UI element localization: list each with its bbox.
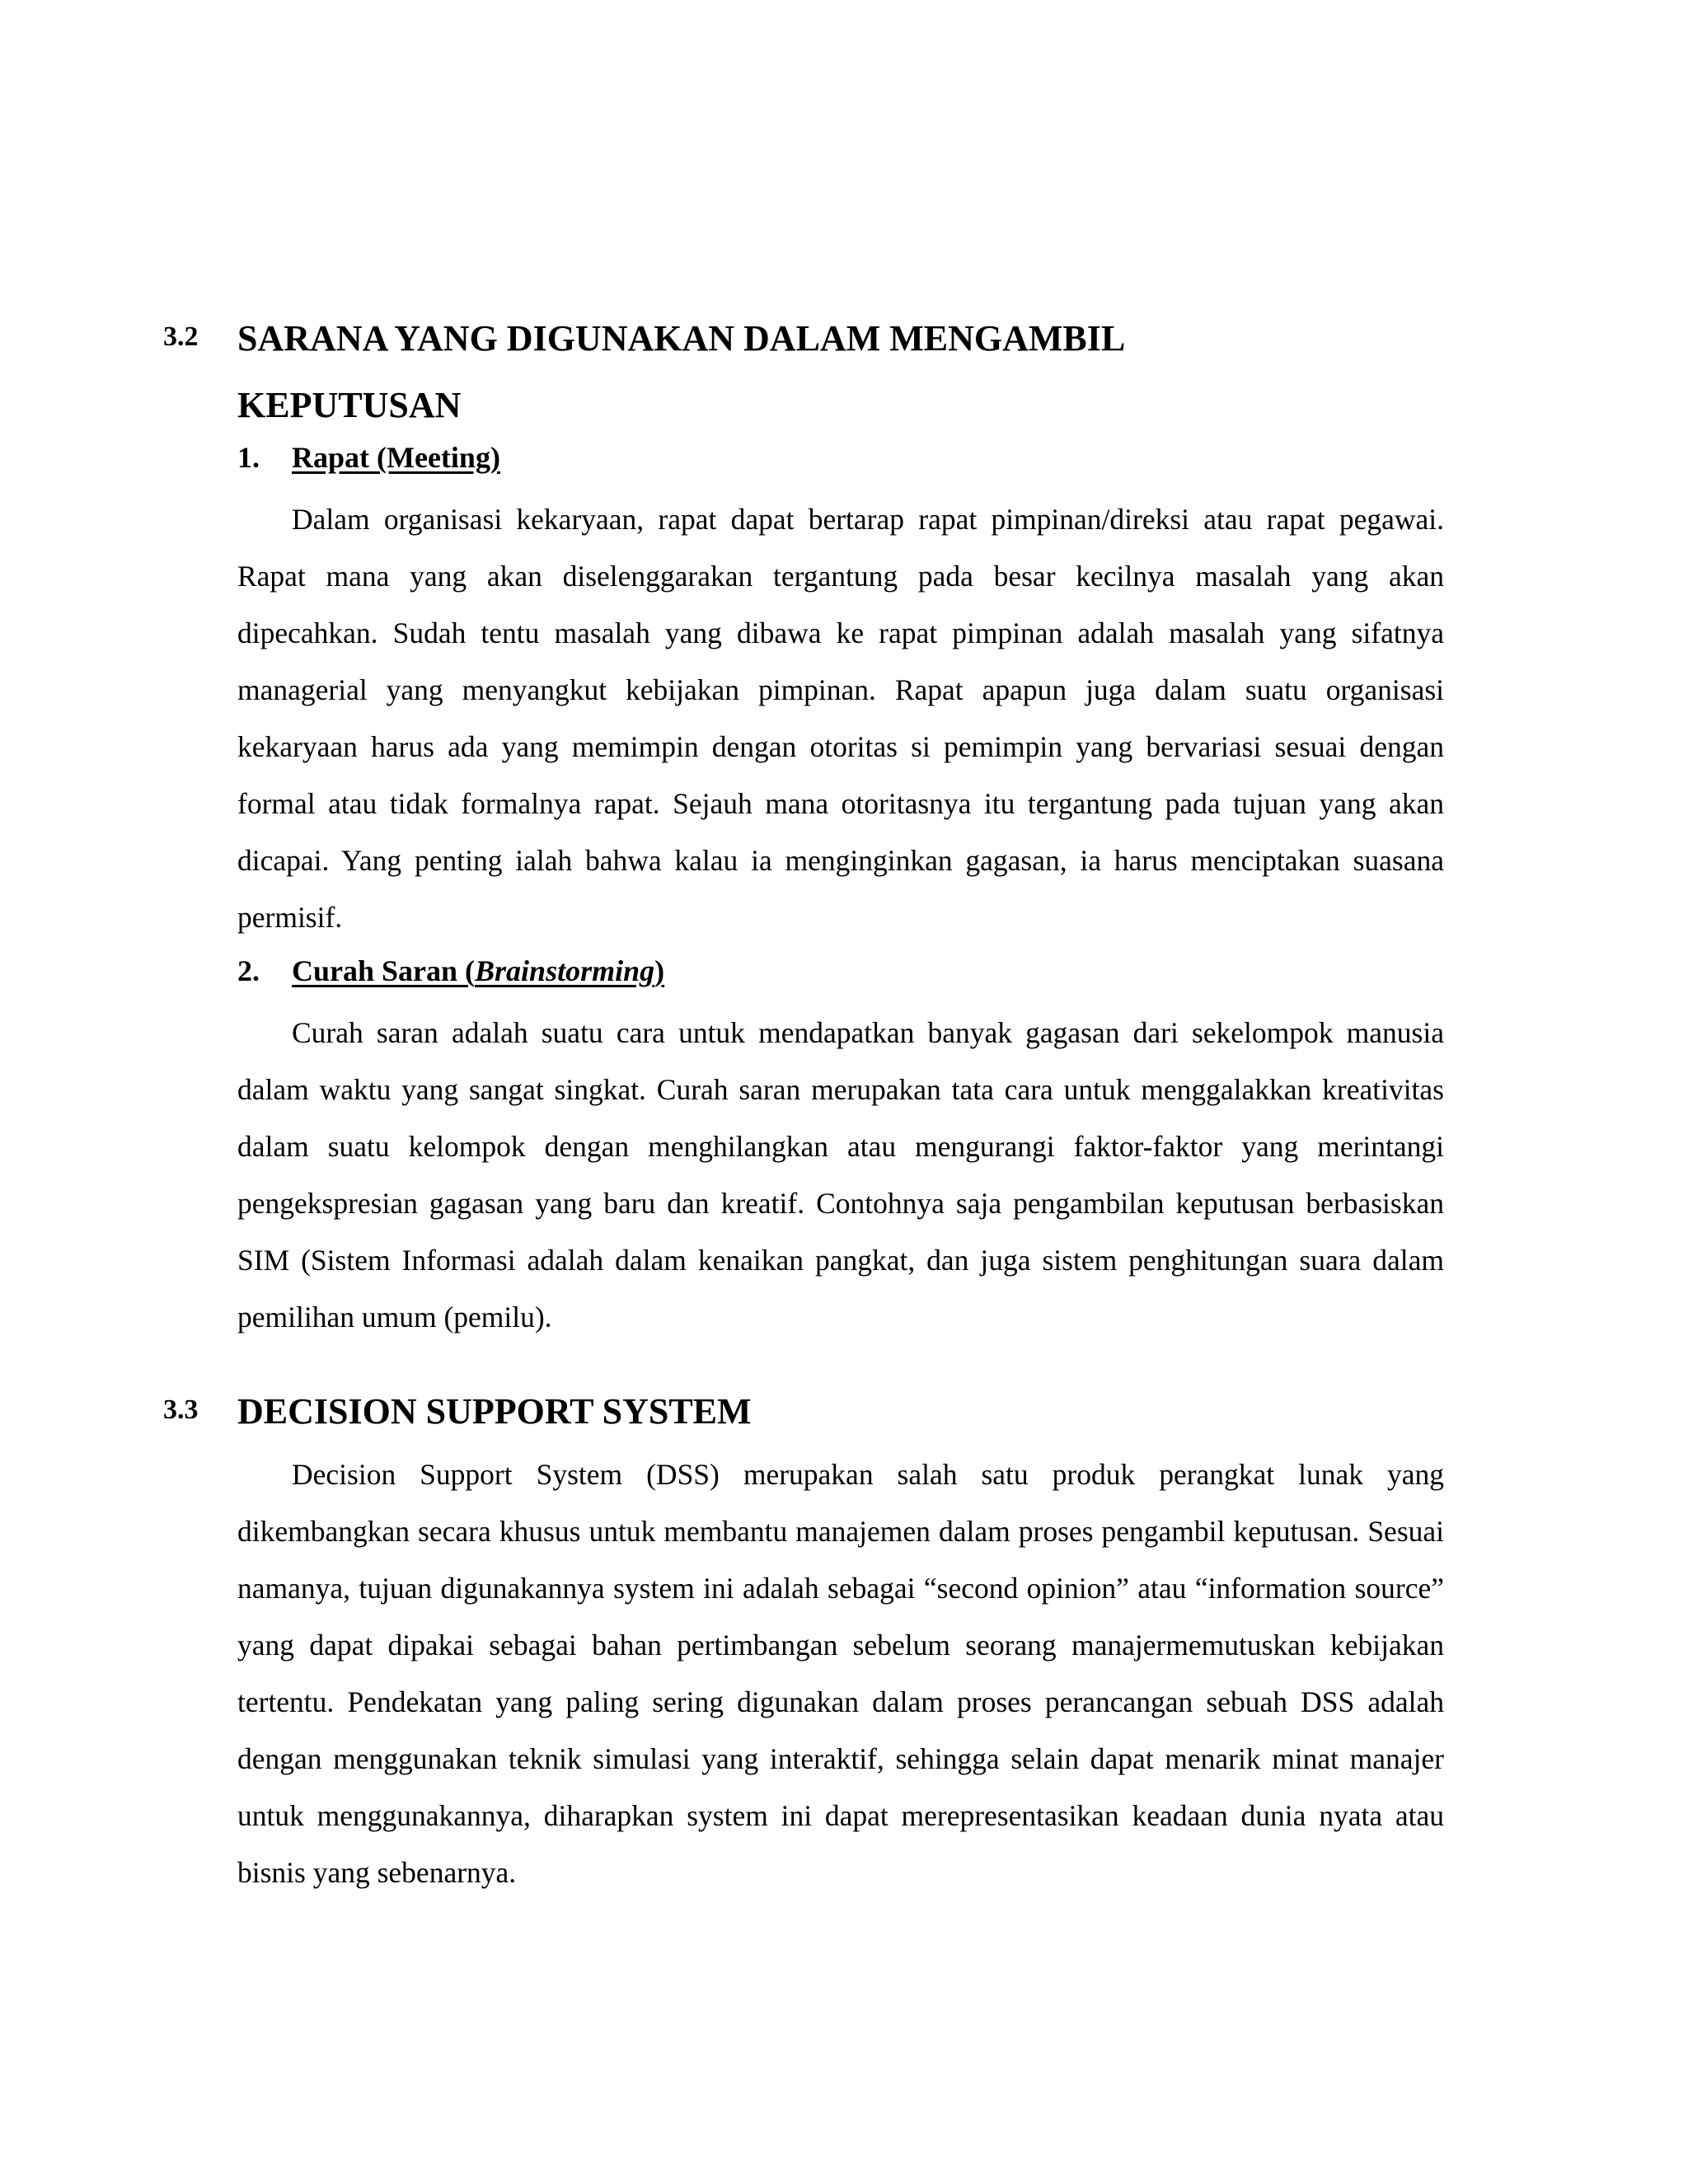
item-2-title-italic: Brainstorming: [475, 954, 655, 987]
section-3-3-number: 3.3: [163, 1394, 199, 1425]
item-1-title: Rapat (Meeting): [292, 441, 500, 474]
item-2-paragraph: Curah saran adalah suatu cara untuk mendapatkan banyak gagasan dari sekelompok manusia dalam waktu yang sangat singkat. Curah saran merupakan tata cara untuk menggalakkan kreativitas dalam suatu kelompok dengan menghilangkan atau mengurangi faktor-faktor yang merintangi pengekspresian gagasan yang baru dan kreatif. Contohnya saja pengambilan keputusan berbasiskan SIM (Sistem Informasi adalah dalam kenaikan pangkat, dan juga sistem penghitungan suara dalam pemilihan umum (pemilu).: [237, 1016, 1444, 1333]
item-2-title: [292, 954, 664, 988]
section-3-2-number: 3.2: [163, 321, 199, 352]
item-2-title-prefix: Curah Saran (: [292, 954, 476, 987]
section-3-3-paragraph: Decision Support System (DSS) merupakan salah satu produk perangkat lunak yang dikembangkan secara khusus untuk membantu manajemen dalam proses pengambil keputusan. Sesuai namanya, tujuan digunakannya system ini adalah sebagai “second opinion” atau “information source” yang dapat dipakai sebagai bahan pertimbangan sebelum seorang manajermemutuskan kebijakan tertentu. Pendekatan yang paling sering digunakan dalam proses perancangan sebuah DSS adalah dengan menggunakan teknik simulasi yang interaktif, sehingga selain dapat menarik minat manajer untuk menggunakannya, diharapkan system ini dapat merepresentasikan keadaan dunia nyata atau bisnis yang sebenarnya.: [237, 1458, 1444, 1889]
item-2-number: 2.: [237, 954, 260, 987]
section-3-3-title: DECISION SUPPORT SYSTEM: [237, 1391, 752, 1432]
item-1-paragraph: Dalam organisasi kekaryaan, rapat dapat bertarap rapat pimpinan/direksi atau rapat pegawai. Rapat mana yang akan diselenggarakan tergantung pada besar kecilnya masalah yang akan dipecahkan. Sudah tentu masalah yang dibawa ke rapat pimpinan adalah masalah yang sifatnya managerial yang menyangkut kebijakan pimpinan. Rapat apapun juga dalam suatu organisasi kekaryaan harus ada yang memimpin dengan otoritas si pemimpin yang bervariasi sesuai dengan formal atau tidak formalnya rapat. Sejauh mana otoritasnya itu tergantung pada tujuan yang akan dicapai. Yang penting ialah bahwa kalau ia menginginkan gagasan, ia harus menciptakan suasana permisif.: [237, 503, 1444, 934]
item-2-title-suffix: ): [654, 954, 665, 987]
section-3-2-title: SARANA YANG DIGUNAKAN DALAM MENGAMBIL KEPUTUSAN: [237, 318, 1126, 425]
item-1-number: 1.: [237, 441, 260, 474]
